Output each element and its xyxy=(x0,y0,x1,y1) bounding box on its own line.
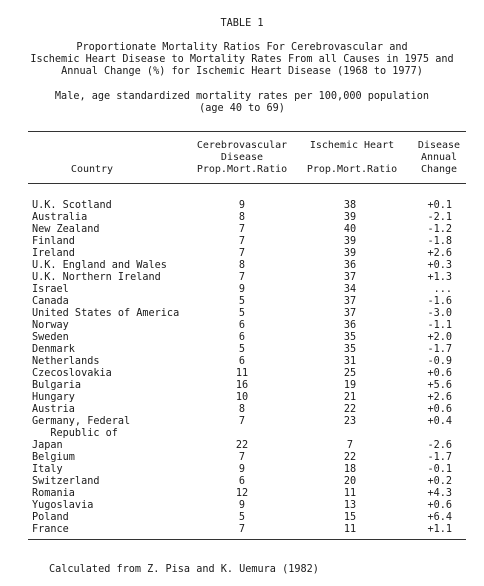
ischemic-ratio-cell: 37 xyxy=(343,308,357,319)
ischemic-ratio-cell: 7 xyxy=(346,440,354,451)
table-row xyxy=(0,428,484,440)
table-row xyxy=(0,332,484,344)
cerebro-ratio-cell: 7 xyxy=(238,452,246,463)
country-cell: Denmark xyxy=(32,344,75,355)
table-row xyxy=(0,212,484,224)
table-row xyxy=(0,344,484,356)
country-cell: Australia xyxy=(32,212,88,223)
cerebro-ratio-cell: 22 xyxy=(235,440,249,451)
cerebro-ratio-cell: 9 xyxy=(238,200,246,211)
header-cerebro-line-3: Prop.Mort.Ratio xyxy=(196,164,288,175)
annual-change-cell: +0.3 xyxy=(427,260,452,271)
ischemic-ratio-cell: 39 xyxy=(343,236,357,247)
table-subtitle-line-2: (age 40 to 69) xyxy=(199,103,285,114)
ischemic-ratio-cell: 11 xyxy=(343,488,357,499)
country-cell: New Zealand xyxy=(32,224,100,235)
annual-change-cell: +4.3 xyxy=(427,488,452,499)
table-row xyxy=(0,200,484,212)
country-cell: Austria xyxy=(32,404,75,415)
table-row xyxy=(0,284,484,296)
ischemic-ratio-cell: 35 xyxy=(343,344,357,355)
table-row xyxy=(0,380,484,392)
ischemic-ratio-cell: 22 xyxy=(343,404,357,415)
annual-change-cell: +2.6 xyxy=(427,248,452,259)
ischemic-ratio-cell: 36 xyxy=(343,320,357,331)
header-change-line-1: Disease xyxy=(417,140,461,151)
cerebro-ratio-cell: 6 xyxy=(238,332,246,343)
cerebro-ratio-cell: 7 xyxy=(238,224,246,235)
ischemic-ratio-cell: 23 xyxy=(343,416,357,427)
table-title-line-2: Ischemic Heart Disease to Mortality Rates From all Causes in 1975 and xyxy=(30,54,454,65)
ischemic-ratio-cell: 15 xyxy=(343,512,357,523)
cerebro-ratio-cell: 10 xyxy=(235,392,249,403)
table-row xyxy=(0,236,484,248)
table-row xyxy=(0,392,484,404)
cerebro-ratio-cell: 8 xyxy=(238,212,246,223)
table-row xyxy=(0,356,484,368)
cerebro-ratio-cell: 8 xyxy=(238,404,246,415)
cerebro-ratio-cell: 5 xyxy=(238,296,246,307)
table-row xyxy=(0,440,484,452)
country-cell: Czecoslovakia xyxy=(32,368,112,379)
ischemic-ratio-cell: 31 xyxy=(343,356,357,367)
cerebro-ratio-cell: 8 xyxy=(238,260,246,271)
ischemic-ratio-cell: 19 xyxy=(343,380,357,391)
ischemic-ratio-cell: 39 xyxy=(343,248,357,259)
table-row xyxy=(0,404,484,416)
header-bottom-rule xyxy=(28,183,466,184)
ischemic-ratio-cell: 40 xyxy=(343,224,357,235)
header-ischemic-line-1: Ischemic Heart xyxy=(309,140,395,151)
ischemic-ratio-cell: 21 xyxy=(343,392,357,403)
country-cell: Ireland xyxy=(32,248,75,259)
table-row xyxy=(0,464,484,476)
annual-change-cell: -1.7 xyxy=(427,452,452,463)
header-country: Country xyxy=(70,164,114,175)
country-cell: U.K. Scotland xyxy=(32,200,112,211)
ischemic-ratio-cell: 36 xyxy=(343,260,357,271)
country-cell: Germany, Federal xyxy=(32,416,131,427)
annual-change-cell: +0.4 xyxy=(427,416,452,427)
table-row xyxy=(0,512,484,524)
table-row xyxy=(0,260,484,272)
cerebro-ratio-cell: 5 xyxy=(238,512,246,523)
cerebro-ratio-cell: 5 xyxy=(238,308,246,319)
table-row xyxy=(0,224,484,236)
country-cell: Sweden xyxy=(32,332,69,343)
table-row xyxy=(0,272,484,284)
country-cell: Canada xyxy=(32,296,69,307)
ischemic-ratio-cell: 13 xyxy=(343,500,357,511)
table-row xyxy=(0,296,484,308)
table-bottom-rule xyxy=(28,539,466,540)
country-cell: Netherlands xyxy=(32,356,100,367)
annual-change-cell: +0.6 xyxy=(427,500,452,511)
annual-change-cell: -1.1 xyxy=(427,320,452,331)
annual-change-cell: -1.7 xyxy=(427,344,452,355)
ischemic-ratio-cell: 22 xyxy=(343,452,357,463)
table-row xyxy=(0,320,484,332)
table-row xyxy=(0,476,484,488)
table-footnote: Calculated from Z. Pisa and K. Uemura (1982) xyxy=(49,564,319,575)
table-row xyxy=(0,500,484,512)
table-label: TABLE 1 xyxy=(220,18,264,29)
country-cell: Romania xyxy=(32,488,75,499)
annual-change-cell: +0.6 xyxy=(427,404,452,415)
cerebro-ratio-cell: 12 xyxy=(235,488,249,499)
table-row xyxy=(0,488,484,500)
cerebro-ratio-cell: 6 xyxy=(238,320,246,331)
annual-change-cell: -3.0 xyxy=(427,308,452,319)
cerebro-ratio-cell: 7 xyxy=(238,524,246,535)
annual-change-cell: +0.2 xyxy=(427,476,452,487)
country-cell: Norway xyxy=(32,320,69,331)
ischemic-ratio-cell: 18 xyxy=(343,464,357,475)
table-row xyxy=(0,452,484,464)
cerebro-ratio-cell: 9 xyxy=(238,500,246,511)
cerebro-ratio-cell: 7 xyxy=(238,416,246,427)
cerebro-ratio-cell: 9 xyxy=(238,464,246,475)
country-cell: Finland xyxy=(32,236,75,247)
annual-change-cell: +1.3 xyxy=(427,272,452,283)
cerebro-ratio-cell: 9 xyxy=(238,284,246,295)
header-change-line-3: Change xyxy=(420,164,458,175)
cerebro-ratio-cell: 5 xyxy=(238,344,246,355)
country-cell: Yugoslavia xyxy=(32,500,94,511)
country-cell: Republic of xyxy=(32,428,118,439)
country-cell: Switzerland xyxy=(32,476,100,487)
header-ischemic-line-2: Prop.Mort.Ratio xyxy=(306,164,398,175)
table-row xyxy=(0,248,484,260)
annual-change-cell: +2.0 xyxy=(427,332,452,343)
table-row xyxy=(0,416,484,428)
ischemic-ratio-cell: 25 xyxy=(343,368,357,379)
country-cell: Hungary xyxy=(32,392,75,403)
annual-change-cell: -0.1 xyxy=(427,464,452,475)
table-title-line-3: Annual Change (%) for Ischemic Heart Disease (1968 to 1977) xyxy=(61,66,423,77)
table-row xyxy=(0,368,484,380)
annual-change-cell: +0.1 xyxy=(427,200,452,211)
cerebro-ratio-cell: 6 xyxy=(238,476,246,487)
ischemic-ratio-cell: 11 xyxy=(343,524,357,535)
table-top-rule xyxy=(28,131,466,132)
country-cell: Japan xyxy=(32,440,63,451)
annual-change-cell: +0.6 xyxy=(427,368,452,379)
annual-change-cell: +6.4 xyxy=(427,512,452,523)
annual-change-cell: -0.9 xyxy=(427,356,452,367)
cerebro-ratio-cell: 7 xyxy=(238,272,246,283)
country-cell: France xyxy=(32,524,69,535)
annual-change-cell: +5.6 xyxy=(427,380,452,391)
table-row xyxy=(0,308,484,320)
annual-change-cell: -1.2 xyxy=(427,224,452,235)
ischemic-ratio-cell: 37 xyxy=(343,296,357,307)
annual-change-cell: -2.6 xyxy=(427,440,452,451)
ischemic-ratio-cell: 34 xyxy=(343,284,357,295)
country-cell: Israel xyxy=(32,284,69,295)
cerebro-ratio-cell: 6 xyxy=(238,356,246,367)
header-change-line-2: Annual xyxy=(420,152,458,163)
annual-change-cell: -1.6 xyxy=(427,296,452,307)
ischemic-ratio-cell: 35 xyxy=(343,332,357,343)
annual-change-cell: +1.1 xyxy=(427,524,452,535)
ischemic-ratio-cell: 20 xyxy=(343,476,357,487)
country-cell: Italy xyxy=(32,464,63,475)
table-title-line-1: Proportionate Mortality Ratios For Cerebrovascular and xyxy=(76,42,408,53)
country-cell: Bulgaria xyxy=(32,380,82,391)
country-cell: U.K. Northern Ireland xyxy=(32,272,161,283)
annual-change-cell: ... xyxy=(433,284,452,295)
header-cerebro-line-2: Disease xyxy=(220,152,264,163)
annual-change-cell: +2.6 xyxy=(427,392,452,403)
cerebro-ratio-cell: 7 xyxy=(238,248,246,259)
table-row xyxy=(0,524,484,536)
ischemic-ratio-cell: 38 xyxy=(343,200,357,211)
country-cell: Poland xyxy=(32,512,69,523)
cerebro-ratio-cell: 7 xyxy=(238,236,246,247)
country-cell: United States of America xyxy=(32,308,180,319)
cerebro-ratio-cell: 16 xyxy=(235,380,249,391)
country-cell: Belgium xyxy=(32,452,75,463)
header-cerebro-line-1: Cerebrovascular xyxy=(196,140,288,151)
ischemic-ratio-cell: 39 xyxy=(343,212,357,223)
table-subtitle-line-1: Male, age standardized mortality rates per 100,000 population xyxy=(54,91,430,102)
ischemic-ratio-cell: 37 xyxy=(343,272,357,283)
annual-change-cell: -2.1 xyxy=(427,212,452,223)
country-cell: U.K. England and Wales xyxy=(32,260,167,271)
annual-change-cell: -1.8 xyxy=(427,236,452,247)
cerebro-ratio-cell: 11 xyxy=(235,368,249,379)
